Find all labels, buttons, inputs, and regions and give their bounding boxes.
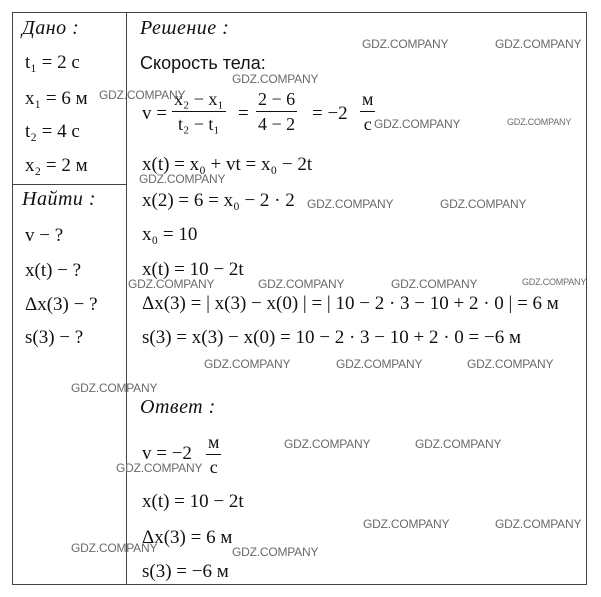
find-heading: Найти : <box>22 188 97 210</box>
unit-numerator: м <box>360 89 375 112</box>
find-line: v − ? <box>25 225 64 246</box>
watermark: GDZ.COMPANY <box>391 277 478 291</box>
watermark: GDZ.COMPANY <box>374 117 461 131</box>
velocity-fraction-numeric <box>256 89 297 134</box>
equals-sign: = <box>238 103 249 124</box>
solution-line: x(t) = x₀ + vt = x₀ − 2t <box>142 154 313 175</box>
watermark: GDZ.COMPANY <box>284 437 371 451</box>
given-line: x₁ = 6 м <box>25 88 88 109</box>
find-line: s(3) − ? <box>25 327 84 348</box>
unit-denominator: с <box>363 114 372 134</box>
given-line: x₂ = 2 м <box>25 155 88 176</box>
watermark: GDZ.COMPANY <box>307 197 394 211</box>
speed-title: Скорость тела: <box>140 53 266 73</box>
watermark: GDZ.COMPANY <box>495 37 582 51</box>
fraction-denominator: 4 − 2 <box>258 114 296 134</box>
find-line: x(t) − ? <box>25 260 82 281</box>
solution-line: x(2) = 6 = x₀ − 2 · 2 <box>142 190 295 211</box>
fraction-numerator: 2 − 6 <box>256 89 297 112</box>
answer-heading: Ответ : <box>140 396 216 418</box>
answer-velocity-unit <box>206 432 221 477</box>
fraction-denominator: t₂ − t₁ <box>177 114 220 134</box>
solution-heading: Решение : <box>140 17 230 39</box>
watermark: GDZ.COMPANY <box>139 172 226 186</box>
watermark: GDZ.COMPANY <box>71 541 158 555</box>
velocity-formula-prefix: v = <box>142 103 167 124</box>
given-line: t₂ = 4 с <box>25 121 80 142</box>
watermark: GDZ.COMPANY <box>99 88 186 102</box>
find-line: Δx(3) − ? <box>25 294 98 315</box>
watermark: GDZ.COMPANY <box>522 277 587 287</box>
given-find-divider <box>12 184 127 185</box>
watermark: GDZ.COMPANY <box>495 517 582 531</box>
fraction-numerator: x₂ − x₁ <box>172 89 226 112</box>
watermark: GDZ.COMPANY <box>258 277 345 291</box>
answer-velocity: v = −2 <box>142 443 192 464</box>
answer-line: x(t) = 10 − 2t <box>142 491 244 512</box>
given-line: t₁ = 2 с <box>25 52 80 73</box>
solution-line: s(3) = x(3) − x(0) = 10 − 2 · 3 − 10 + 2 · 0 = −6 м <box>142 327 522 348</box>
watermark: GDZ.COMPANY <box>363 517 450 531</box>
velocity-result: = −2 <box>312 103 348 124</box>
answer-line: Δx(3) = 6 м <box>142 527 233 548</box>
watermark: GDZ.COMPANY <box>467 357 554 371</box>
watermark: GDZ.COMPANY <box>336 357 423 371</box>
given-heading: Дано : <box>22 17 80 39</box>
unit-denominator: с <box>209 457 218 477</box>
watermark: GDZ.COMPANY <box>128 277 215 291</box>
watermark: GDZ.COMPANY <box>507 117 572 127</box>
watermark: GDZ.COMPANY <box>362 37 449 51</box>
watermark: GDZ.COMPANY <box>440 197 527 211</box>
watermark: GDZ.COMPANY <box>232 545 319 559</box>
answer-line: s(3) = −6 м <box>142 561 229 582</box>
unit-numerator: м <box>206 432 221 455</box>
watermark: GDZ.COMPANY <box>204 357 291 371</box>
solution-line: x(t) = 10 − 2t <box>142 259 244 280</box>
solution-line: Δx(3) = | x(3) − x(0) | = | 10 − 2 · 3 − 10 + 2 · 0 | = 6 м <box>142 293 559 314</box>
watermark: GDZ.COMPANY <box>415 437 502 451</box>
solution-line: x₀ = 10 <box>142 224 198 245</box>
watermark: GDZ.COMPANY <box>232 72 319 86</box>
watermark: GDZ.COMPANY <box>71 381 158 395</box>
watermark: GDZ.COMPANY <box>116 461 203 475</box>
